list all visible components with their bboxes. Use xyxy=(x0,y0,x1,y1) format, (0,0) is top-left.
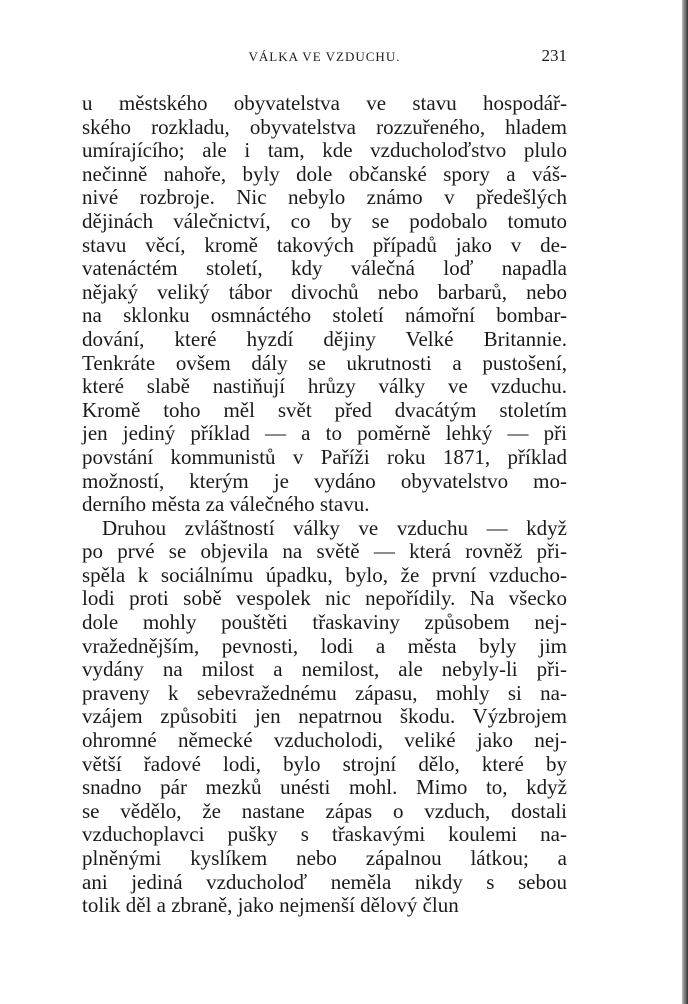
text-line: vražednějším, pevnosti, lodi a města byly jim xyxy=(82,633,567,658)
text-line: větší řadové lodi, bylo strojní dělo, které by xyxy=(82,751,567,776)
text-line: plněnými kyslíkem nebo zápalnou látkou; a xyxy=(82,846,567,870)
text-line: nečinně nahoře, byly dole občanské spory a váš- xyxy=(82,161,567,186)
text-line: po prvé se objevila na světě — která rovněž při- xyxy=(82,539,567,564)
text-line: povstání kommunistů v Paříži roku 1871, příklad xyxy=(82,444,567,469)
text-line: derního města za válečného stavu. xyxy=(82,492,370,517)
text-line: se vědělo, že nastane zápas o vzduch, dostali xyxy=(82,798,567,823)
text-line: praveny k sebevražednému zápasu, mohly si na- xyxy=(82,680,567,705)
text-line: dějinách válečnictví, co by se podobalo tomuto xyxy=(82,208,567,233)
text-line: vzájem způsobiti jen nepatrnou škodu. Výzbrojem xyxy=(82,704,567,729)
text-line: vydány na milost a nemilost, ale nebyly-li při- xyxy=(82,657,567,682)
text-line: vzduchoplavci pušky s třaskavými koulemi na- xyxy=(82,822,567,847)
text-line: ani jediná vzducholoď neměla nikdy s sebou xyxy=(82,869,567,894)
paragraph xyxy=(82,92,567,517)
text-line: snadno pár mezků unésti mohl. Mimo to, když xyxy=(82,775,567,800)
text-line: umírajícího; ale i tam, kde vzducholoďstvo plulo xyxy=(82,138,567,163)
text-line: dole mohly pouštěti třaskaviny způsobem nej- xyxy=(82,610,567,635)
text-line: možností, kterým je vydáno obyvatelstvo mo- xyxy=(82,468,567,493)
body-text xyxy=(82,92,567,918)
text-line: vatenáctém století, kdy válečná loď napadla xyxy=(82,256,567,281)
text-line: stavu věcí, kromě takových případů jako v de- xyxy=(82,232,567,257)
text-line: na sklonku osmnáctého století námořní bombar- xyxy=(82,303,567,328)
text-line: které slabě nastiňují hrůzy války ve vzduchu. xyxy=(82,374,567,399)
text-line: dování, které hyzdí dějiny Velké Britannie. xyxy=(82,326,567,351)
text-line: lodi proti sobě vespolek nic nepořídily. Na všecko xyxy=(82,586,567,611)
page-number: 231 xyxy=(541,46,567,65)
text-line: nějaký veliký tábor divochů nebo barbarů, nebo xyxy=(82,279,567,304)
text-line: Kromě toho měl svět před dvacátým stoletím xyxy=(82,397,567,422)
paragraph xyxy=(82,517,567,918)
running-header xyxy=(82,46,567,68)
running-title: VÁLKA VE VZDUCHU. xyxy=(248,49,401,64)
text-line: nivé rozbroje. Nic nebylo známo v předešlých xyxy=(82,185,567,210)
text-line: u městského obyvatelstva ve stavu hospodář- xyxy=(82,91,567,115)
text-line: spěla k sociálnímu úpadku, bylo, že první vzducho- xyxy=(82,562,567,587)
page-edge-shadow xyxy=(682,0,688,1004)
text-line: tolik děl a zbraně, jako nejmenší dělový člun xyxy=(82,893,459,918)
text-line: Tenkráte ovšem dály se ukrutnosti a pustošení, xyxy=(82,350,567,375)
text-line: ohromné německé vzducholodi, veliké jako nej- xyxy=(82,728,567,753)
text-line: Druhou zvláštností války ve vzduchu — když xyxy=(102,515,567,540)
text-line: ského rozkladu, obyvatelstva rozzuřeného, hladem xyxy=(82,114,567,139)
text-line: jen jediný příklad — a to poměrně lehký — při xyxy=(82,421,567,446)
